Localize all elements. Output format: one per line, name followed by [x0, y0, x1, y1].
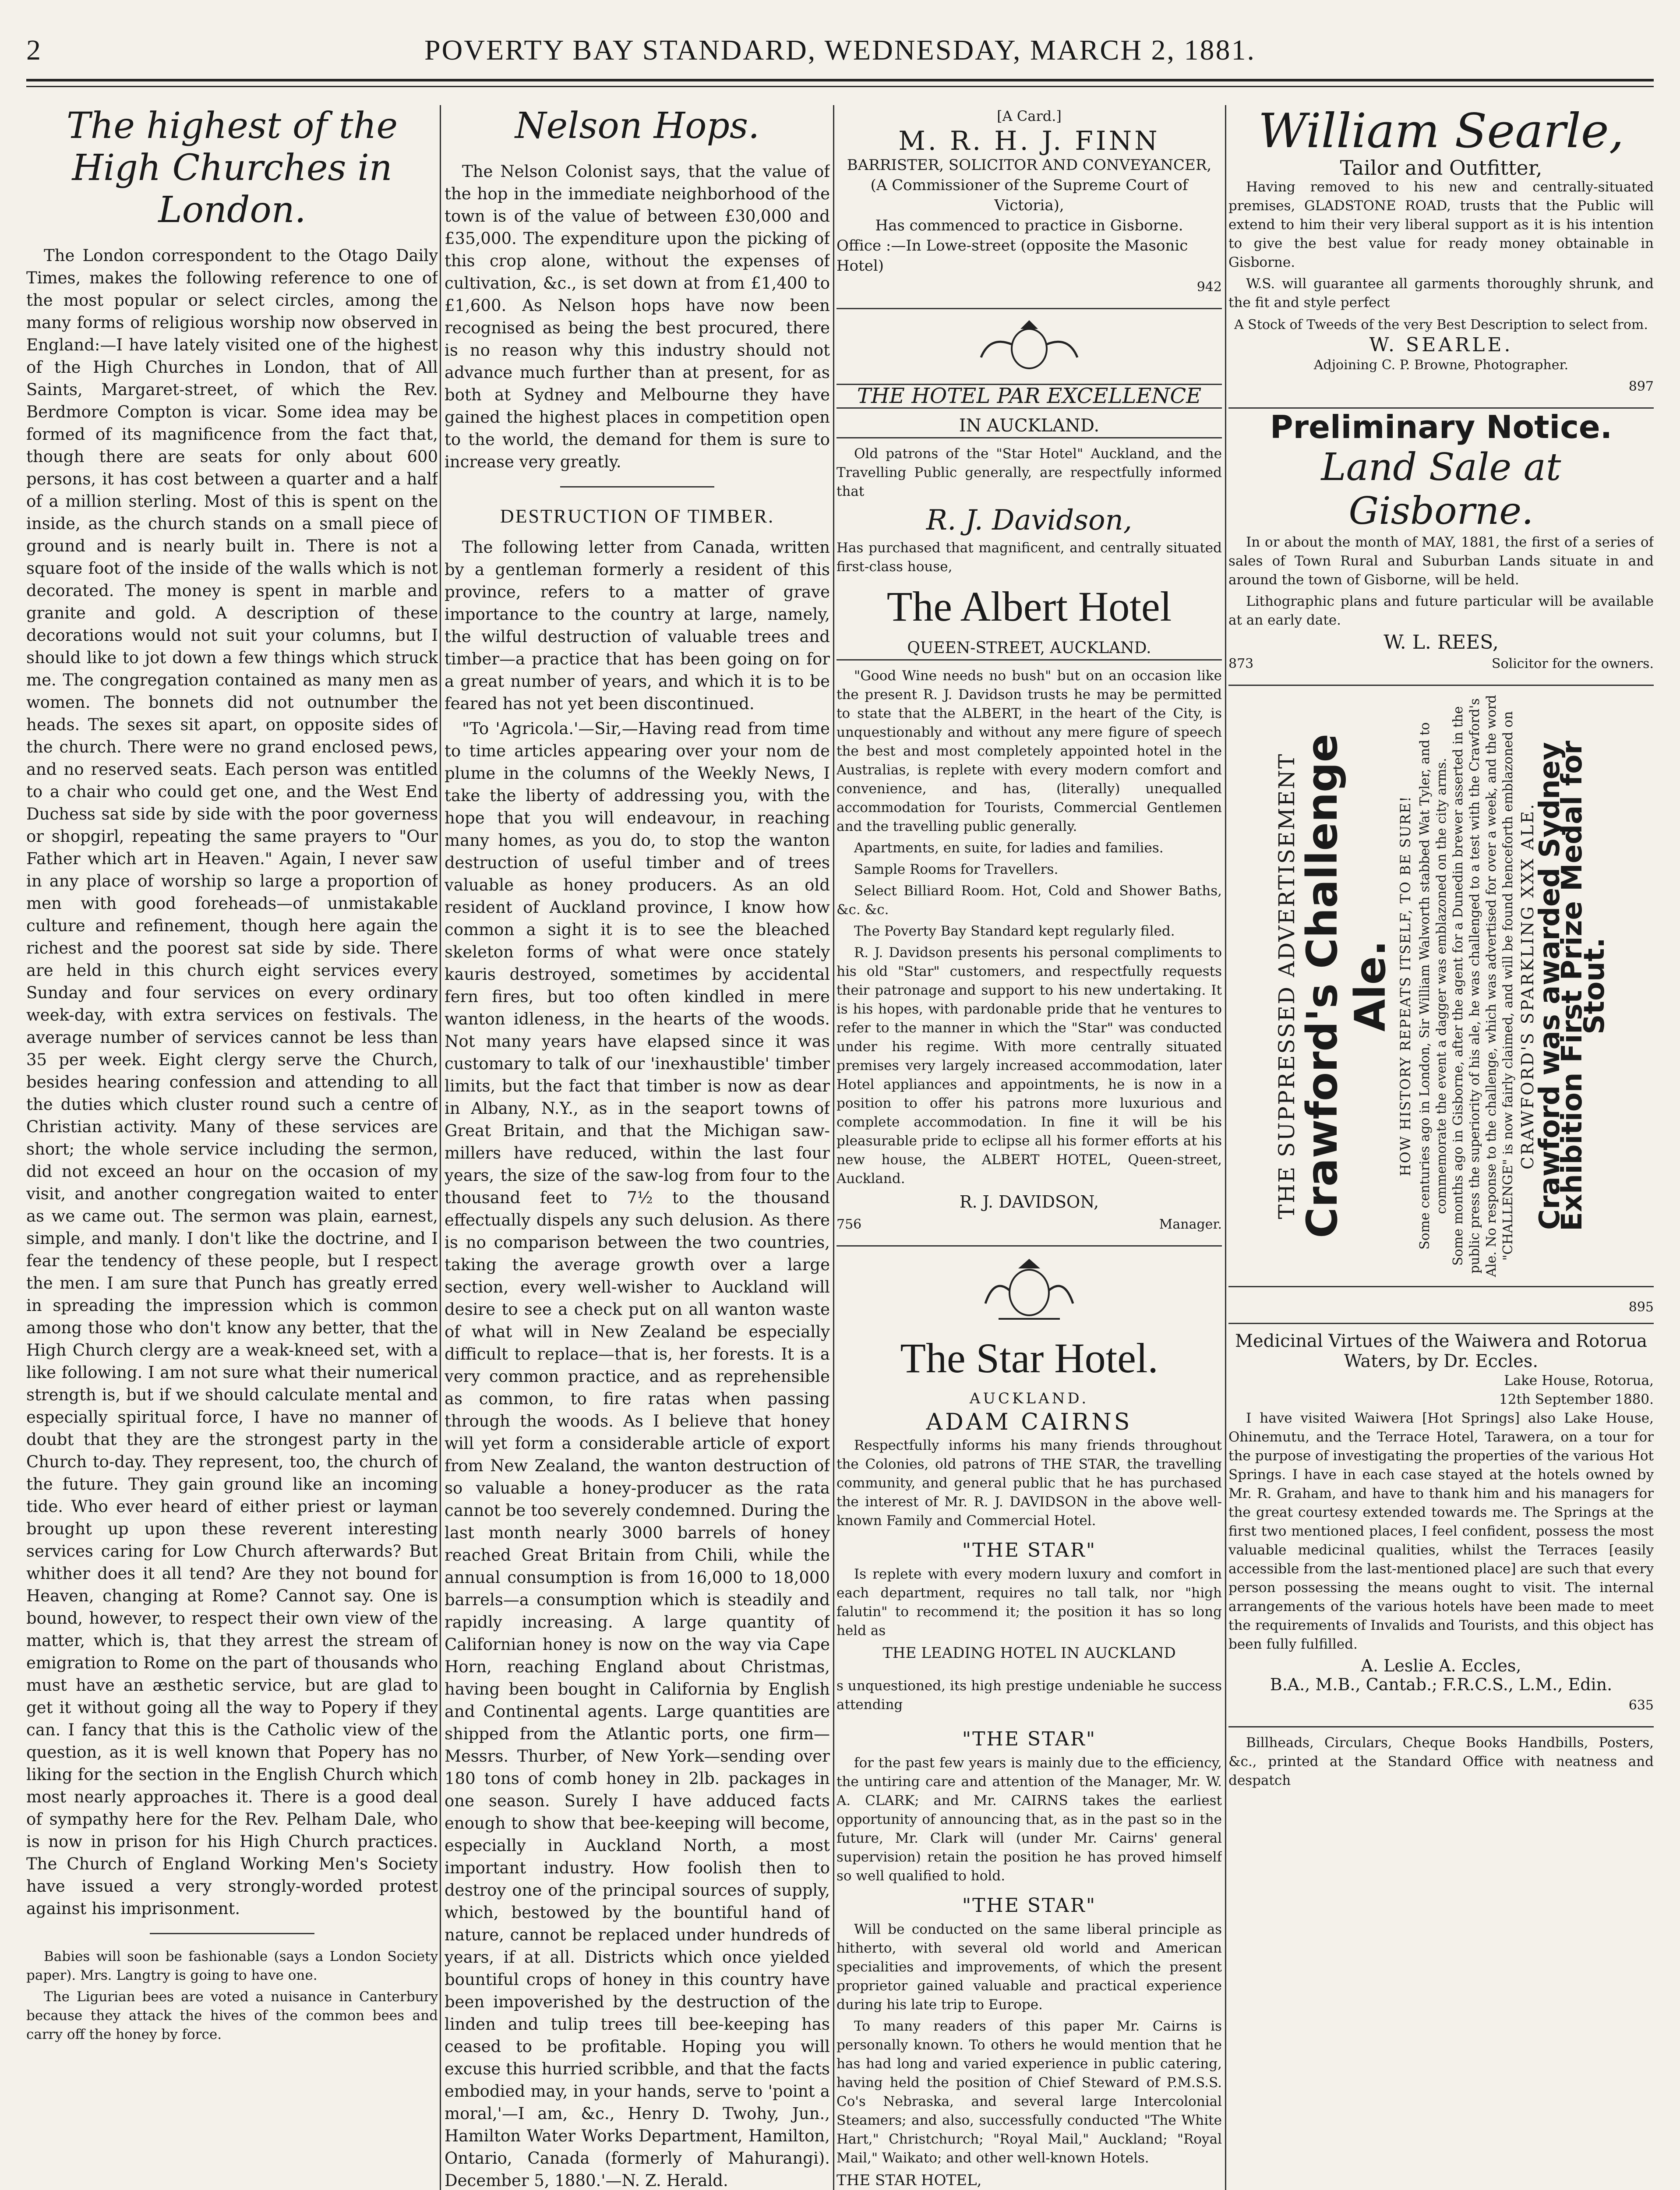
ad-heading: THE SUPPRESSED ADVERTISEMENT: [1274, 752, 1299, 1219]
ad-sig-title: Solicitor for the owners.: [1492, 656, 1654, 671]
proprietor-name: R. J. Davidson,: [926, 504, 1133, 537]
separator: [560, 486, 714, 487]
ad-title: THE HOTEL PAR EXCELLENCE: [836, 384, 1222, 409]
ad-body: Some centuries ago in London, Sir William Walworth stabbed Wat Tyler, and to commemorate the event a dagger was emblazoned on the city arms.: [1417, 722, 1449, 1250]
ad-body: Old patrons of the "Star Hotel" Auckland, and the Travelling Public generally, are respectfully informed that: [836, 446, 1222, 499]
ad-body: The Poverty Bay Standard kept regularly filed.: [854, 923, 1175, 939]
royal-arms-icon: [972, 1255, 1086, 1325]
article-body: The Nelson Colonist says, that the value of the hop in the immediate neighborhood of the town is of the value of between £30,000 and £35,000. The expenditure upon the picking of this crop alone, without the expenses of cultivation, &c., is set down at from £1,400 to £1,600. As Nelson hops have now been recognised as being the best procured, there is no reason why this industry should not advance much further than at present, for as both at Sydney and Melbourne they have gained the highest places in competition open to the world, the demand for them is sure to increase very greatly.: [445, 162, 830, 471]
ad-footer-name: THE STAR HOTEL,: [836, 2172, 982, 2189]
ad-body: Will be conducted on the same liberal principle as hitherto, with several old world and American specialities and improvements, of which the present proprietor gained valuable and practical experience during his late trip to Europe.: [836, 1922, 1222, 2013]
ad-number: 873: [1228, 656, 1254, 671]
ad-title: Preliminary Notice.: [1270, 409, 1613, 445]
ad-footer: [1228, 653, 1654, 675]
ad-body: "Good Wine needs no bush" but on an occasion like the present R. J. Davidson trusts he may be permitted to state that the ALBERT, in the heart of the City, is unquestionably and without any mere figure of speech the best and most completely appointed hotel in the Australias, is replete with every modern comfort and convenience, and has, (literally) unequalled accommodation for Tourists, Commercial Gentlemen and the travelling public generally.: [836, 668, 1222, 834]
column-rule: [440, 105, 441, 2190]
ad-signature: A. Leslie A. Eccles,: [1361, 1656, 1521, 1675]
ad-medal: Crawford was awarded Sydney Exhibition First Prize Medal for Stout.: [1534, 741, 1611, 1231]
ad-place: Lake House, Rotorua,: [1504, 1373, 1654, 1388]
ad-proprietor: ADAM CAIRNS: [926, 1409, 1133, 1435]
ad-divider: [1228, 1323, 1654, 1324]
column-rule: [1225, 105, 1226, 2190]
ad-searle: [1228, 105, 1654, 398]
ad-hotel-name: The Star Hotel.: [900, 1335, 1158, 1381]
note: The Ligurian bees are voted a nuisance in Canterbury because they attack the hives of the common bees and carry off the honey by force.: [26, 1989, 438, 2042]
masthead-rule-thin: [26, 86, 1654, 87]
masthead-rule: [26, 79, 1654, 81]
ad-signature: W. L. REES,: [1384, 631, 1499, 653]
ad-finn: [836, 105, 1222, 298]
ad-title: William Searle,: [1258, 105, 1624, 159]
separator: [150, 1933, 314, 1934]
ad-number: 897: [1628, 379, 1654, 394]
ad-number: 895: [1628, 1300, 1654, 1315]
ad-body: Sample Rooms for Travellers.: [854, 862, 1059, 877]
ad-line: BARRISTER, SOLICITOR AND CONVEYANCER,: [847, 156, 1212, 174]
column-3: [836, 105, 1222, 2190]
column-2: [445, 105, 830, 2190]
ad-crawford: [1228, 685, 1654, 1287]
ad-divider: [836, 1245, 1222, 1247]
note: Babies will soon be fashionable (says a London Society paper). Mrs. Langtry is going to have one.: [26, 1949, 438, 1983]
crest-icon: [972, 318, 1086, 375]
ad-body: Lithographic plans and future particular will be available at an early date.: [1228, 593, 1654, 628]
ad-stock: A Stock of Tweeds of the very Best Description to select from.: [1234, 317, 1648, 332]
ad-line: Has commenced to practice in Gisborne.: [875, 217, 1183, 234]
ad-body: Has purchased that magnificent, and centrally situated first-class house,: [836, 540, 1222, 575]
ad-number: 942: [1196, 279, 1222, 295]
ad-trade: Tailor and Outfitter,: [1340, 156, 1542, 180]
ad-leading: THE LEADING HOTEL IN AUCKLAND: [882, 1644, 1176, 1662]
ad-body: Billheads, Circulars, Cheque Books Handbills, Posters, &c., printed at the Standard Office with neatness and despatch: [1228, 1735, 1654, 1788]
ad-sparkling: CRAWFORD'S SPARKLING XXX ALE.: [1518, 802, 1537, 1170]
article-body: The London correspondent to the Otago Daily Times, makes the following reference to one of the most popular or select circles, among the many forms of religious worship now observed in England:—I have lately visited one of the highest of the High Churches in London, that of All Saints, Margaret-street, of which the Rev. Berdmore Compton is vicar. Some idea may be formed of its magnificence from the fact that, though there are seats for only about 600 persons, it has cost between a quarter and a half of a million sterling. Most of this is spent on the inside, as the church stands on a small piece of ground and is nearly built in. There is not a square foot of the inside of the walls which is not decorated. The money is spent in marble and granite and gold. A description of these decorations would not suit your columns, but I should like to jot down a few things which struck me. The congregation contained as many men as women. The bonnets did not outnumber the heads. The sexes sit apart, on opposite sides of the church. There were no grand enclosed pews, and no reserved seats. Each person was entitled to a chair who could get one, and the West End Duchess sat side by side with the poor governess or shopgirl, repeating the same prayers to "Our Father which art in Heaven." Again, I never saw in any place of worship so large a proportion of men with good foreheads—of unmistakable culture and refinement, though here again the richest and the poorest sat side by side. There are held in this church eight services every Sunday and four services on every ordinary week-day, with extra services on festivals. The average number of services cannot be less than 35 per week. Eight clergy serve the Church, besides hearing confession and attending to all the duties which cluster round such a centre of Christian activity. Many of these services are short; the whole service including the sermon, did not exceed an hour on the occasion of my visit, and another congregation waited to enter as we came out. The sermon was plain, earnest, simple, and manly. I don't like the doctrine, and I fear the tendency of these people, but I respect the men. I am sure that Punch has greatly erred in spreading the impression which is common among those who don't know any better, that the High Church clergy are a weak-kneed set, with a like following. I am not sure what their numerical strength is, but if we should calculate mental and especially spiritual force, I have no manner of doubt that they are the strongest party in the Church to-day. They represent, too, the church of the future. They gain ground like an incoming tide. Who ever heard of either priest or layman brought up upon these reverent interesting services caring for Low Church afterwards? But whither does it all tend? Are they not bound for Heaven, changing at Rome? Cannot say. One is bound, however, to respect their own view of the matter, which is, that they arrest the stream of emigration to Rome on the part of thousands who must have an æsthetic service, but are glad to get it without going all the way to Popery if they can. I fancy that this is the Catholic view of the question, as it is well known that Popery has no liking for the section in the English Church which most nearly approaches it. There is a good deal of sympathy here for the Rev. Pelham Dale, who is now in prison for his High Church practices. The Church of England Working Men's Society have issued a very strongly-worded protest against his imprisonment.: [26, 246, 438, 1918]
article-letter: "To 'Agricola.'—Sir,—Having read from time to time articles appearing over your nom de plume in the columns of the Weekly News, I take the liberty of addressing you, with the hope that you will endeavour, in reaching many homes, as you do, to stop the wanton destruction of useful timber and of trees valuable as honey producers. As an old resident of Auckland province, I know how common a sight it is to see the bleached skeleton forms of what were once stately kauris destroyed, sometimes by accidental fern fires, but too often kindled in mere wanton idleness, in the hearts of the woods. Not many years have elapsed since it was customary to talk of our 'inexhaustible' timber limits, but the fact that timber is now as dear in Albany, N.Y., as in the seaport towns of Great Britain, and that the Michigan saw-millers have reduced, within the last four years, the size of the saw-log from four to the thousand feet to 7½ to the thousand effectually dispels any such delusion. As there is no comparison between the two countries, taking the average growth over a large section, every well-wisher to Auckland will desire to see a check put on all wanton waste of what will in New Zealand be especially difficult to replace—that is, her forests. It is a very common practice, and as reprehensible as common, to fire ratas when passing through the woods. As I believe that honey will yet form a considerable article of export from New Zealand, the wanton destruction of so valuable a honey-producer as the rata cannot be too severely condemned. During the last month nearly 3000 barrels of honey reached Great Britain from Chili, while the annual consumption is from 16,000 to 18,000 barrels—a consumption which is steadily and rapidly increasing. A large quantity of Californian honey is now on the way via Cape Horn, reaching England about Christmas, having been bought in California by English and Continental agents. Large quantities are shipped from the Atlantic ports, one firm—Messrs. Thurber, of New York—sending over 180 tons of comb honey in 2lb. packages in one season. Surely I have adduced facts enough to show that bee-keeping will become, especially in Auckland North, a most important industry. How foolish then to destroy one of the principal sources of supply, which, bestowed by the bountiful hand of nature, cannot be replaced under hundreds of years, if at all. Districts which once yielded bountiful crops of honey in this country have been impoverished by the destruction of the linden and tulip trees till bee-keeping has ceased to be profitable. Hoping you will excuse this hurried scribble, and that the facts embodied may, in your hands, serve to 'point a moral,'—I am, &c., Henry D. Twohy, Jun., Hamilton Water Works Department, Hamilton, Ontario, Canada (formerly of Mahurangi). December 5, 1880.'—N. Z. Herald.: [445, 719, 830, 2190]
article-subhead: DESTRUCTION OF TIMBER.: [500, 505, 775, 527]
ad-signature: R. J. DAVIDSON,: [959, 1192, 1099, 1212]
ad-eccles: [1228, 1331, 1654, 1717]
ad-body: Apartments, en suite, for ladies and families.: [854, 840, 1164, 856]
ad-star-hotel: [836, 1255, 1222, 2190]
ad-quote: "THE STAR": [962, 1728, 1097, 1750]
article-headline: The highest of the High Churches in London.: [66, 105, 398, 231]
article-intro: The following letter from Canada, written by a gentleman formerly a resident of this province, refers to a matter of grave importance to the country at large, namely, the wilful destruction of valuable trees and timber—a practice that has been going on for a great number of years, and which it is to be feared has not yet been discontinued.: [445, 538, 830, 713]
masthead-title: POVERTY BAY STANDARD, WEDNESDAY, MARCH 2, 1881.: [424, 34, 1256, 66]
page-number: 2: [26, 34, 42, 66]
ad-body: To many readers of this paper Mr. Cairns is personally known. To others he would mention that he has had long and varied experience in public catering, having held the position of Chief Steward of P.M.S.S. Co's Nebraska, and several large Intercolonial Steamers; and also, successfully conducted "The White Hart," Christchurch; "Royal Mail," Auckland; "Royal Mail," Waikato; and other well-known Hotels.: [836, 2018, 1222, 2166]
ad-body: for the past few years is mainly due to the efficiency, the untiring care and attention of the Manager, Mr. W. A. CLARK; and Mr. CAIRNS takes the earliest opportunity of announcing that, as in the past so in the future, Mr. Clark will (under Mr. Cairns' general supervision) retain the position he has proved himself so well qualified to hold.: [836, 1755, 1222, 1884]
ad-subtitle: Land Sale at Gisborne.: [1321, 445, 1561, 533]
ad-title: M. R. H. J. FINN: [898, 126, 1160, 156]
column-1: [26, 105, 438, 2190]
ad-street: QUEEN-STREET, AUCKLAND.: [836, 637, 1222, 661]
ad-body: Respectfully informs his many friends throughout the Colonies, old patrons of THE STAR, the travelling community, and general public that he has purchased the interest of Mr. R. J. DAVIDSON in the above well-known Family and Commercial Hotel.: [836, 1438, 1222, 1529]
ad-title: Medicinal Virtues of the Waiwera and Rotorua Waters, by Dr. Eccles.: [1235, 1331, 1647, 1371]
ad-body: In or about the month of MAY, 1881, the first of a series of sales of Town Rural and Suburban Lands situate in and around the town of Gisborne, will be held.: [1228, 534, 1654, 588]
ad-number: 635: [1628, 1698, 1654, 1713]
ad-title: Crawford's Challenge Ale.: [1298, 734, 1395, 1238]
ad-body: Having removed to his new and centrally-situated premises, GLADSTONE ROAD, trusts that the Public will extend to him their very liberal support as it is his intention to give the best value for ready money obtainable in Gisborne.: [1228, 179, 1654, 270]
ad-body: Is replete with every modern luxury and comfort in each department, requires no tall talk, nor "high falutin" to recommend it; the position it has so long held as: [836, 1566, 1222, 1639]
ad-quote: "THE STAR": [962, 1539, 1097, 1561]
ad-body: R. J. Davidson presents his personal compliments to his old "Star" customers, and respectfully requests their patronage and support to his new undertaking. It is his hopes, with pardonable pride that he ventures to refer to the manner in which the "Star" was conducted under his regime. With more centrally situated premises very largely increased accommodation, later Hotel appliances and appointments, he is now in a position to offer his patrons more luxurious and complete accommodation. In fine it will be his pleasurable pride to eclipse all his former efforts at his new house, the ALBERT HOTEL, Queen-street, Auckland.: [836, 945, 1222, 1187]
ad-divider: [1228, 1726, 1654, 1727]
ad-signature: W. SEARLE.: [1369, 334, 1513, 356]
ad-body: I have visited Waiwera [Hot Springs] also Lake House, Ohinemutu, and the Terrace Hotel, Tarawera, on a tour for the purpose of investigating the properties of the various Hot Springs. I have in each case stayed at the hotels owned by Mr. R. Graham, and have to thank him and his managers for the great courtesy extended towards me. The Springs at the first two mentioned places, I feel confident, possess the most valuable medicinal qualities, whilst the Terraces [easily accessible from the last-mentioned place] are such that every person possessing the means ought to visit. The internal arrangements of the various hotels have been made to meet the requirements of Invalids and Tourists, and this object has been fully fulfilled.: [1228, 1410, 1654, 1652]
ad-body: Select Billiard Room. Hot, Cold and Shower Baths, &c. &c.: [836, 883, 1222, 918]
ad-footer: [836, 1213, 1222, 1236]
ad-line: (A Commissioner of the Supreme Court of Victoria),: [870, 177, 1188, 214]
ad-location: IN AUCKLAND.: [836, 415, 1222, 438]
ad-body: Some months ago in Gisborne, after the agent for a Dunedin brewer asserted in the public press the superiority of his ale, he was challenged to a test with the Crawford's Ale. No response to the challenge, which was advertised for over a week, and the word "CHALLENGE" is now fairly claimed, and will be found henceforth emblazoned on: [1451, 695, 1516, 1277]
ad-degrees: B.A., M.B., Cantab.; F.R.C.S., L.M., Edin.: [1270, 1675, 1613, 1694]
ad-hotel-name: The Albert Hotel: [886, 583, 1172, 630]
ad-divider: [836, 308, 1222, 309]
ad-body: W.S. will guarantee all garments thoroughly shrunk, and the fit and style perfect: [1228, 276, 1654, 311]
ad-billheads: [1228, 1734, 1654, 1790]
ad-label: [A Card.]: [997, 108, 1062, 124]
ad-albert-hotel: [836, 318, 1222, 1236]
crawford-rotated: [1274, 695, 1611, 1277]
ad-rees: [1228, 409, 1654, 675]
ad-line: Office :—In Lowe-street (opposite the Masonic Hotel): [836, 237, 1188, 275]
ad-address: Adjoining C. P. Browne, Photographer.: [1313, 357, 1569, 373]
ad-date: 12th September 1880.: [1499, 1392, 1654, 1407]
ad-location: AUCKLAND.: [969, 1390, 1089, 1407]
ad-history: HOW HISTORY REPEATS ITSELF, TO BE SURE!: [1397, 795, 1414, 1176]
ad-sig-title: Manager.: [1159, 1217, 1222, 1232]
column-4: [1228, 105, 1654, 2190]
ad-number: 756: [836, 1217, 862, 1232]
article-headline: Nelson Hops.: [515, 105, 760, 147]
masthead: [26, 31, 1654, 70]
ad-body: s unquestioned, its high prestige undeniable he success attending: [836, 1678, 1222, 1713]
ad-quote: "THE STAR": [962, 1894, 1097, 1917]
column-rule: [833, 105, 834, 2190]
